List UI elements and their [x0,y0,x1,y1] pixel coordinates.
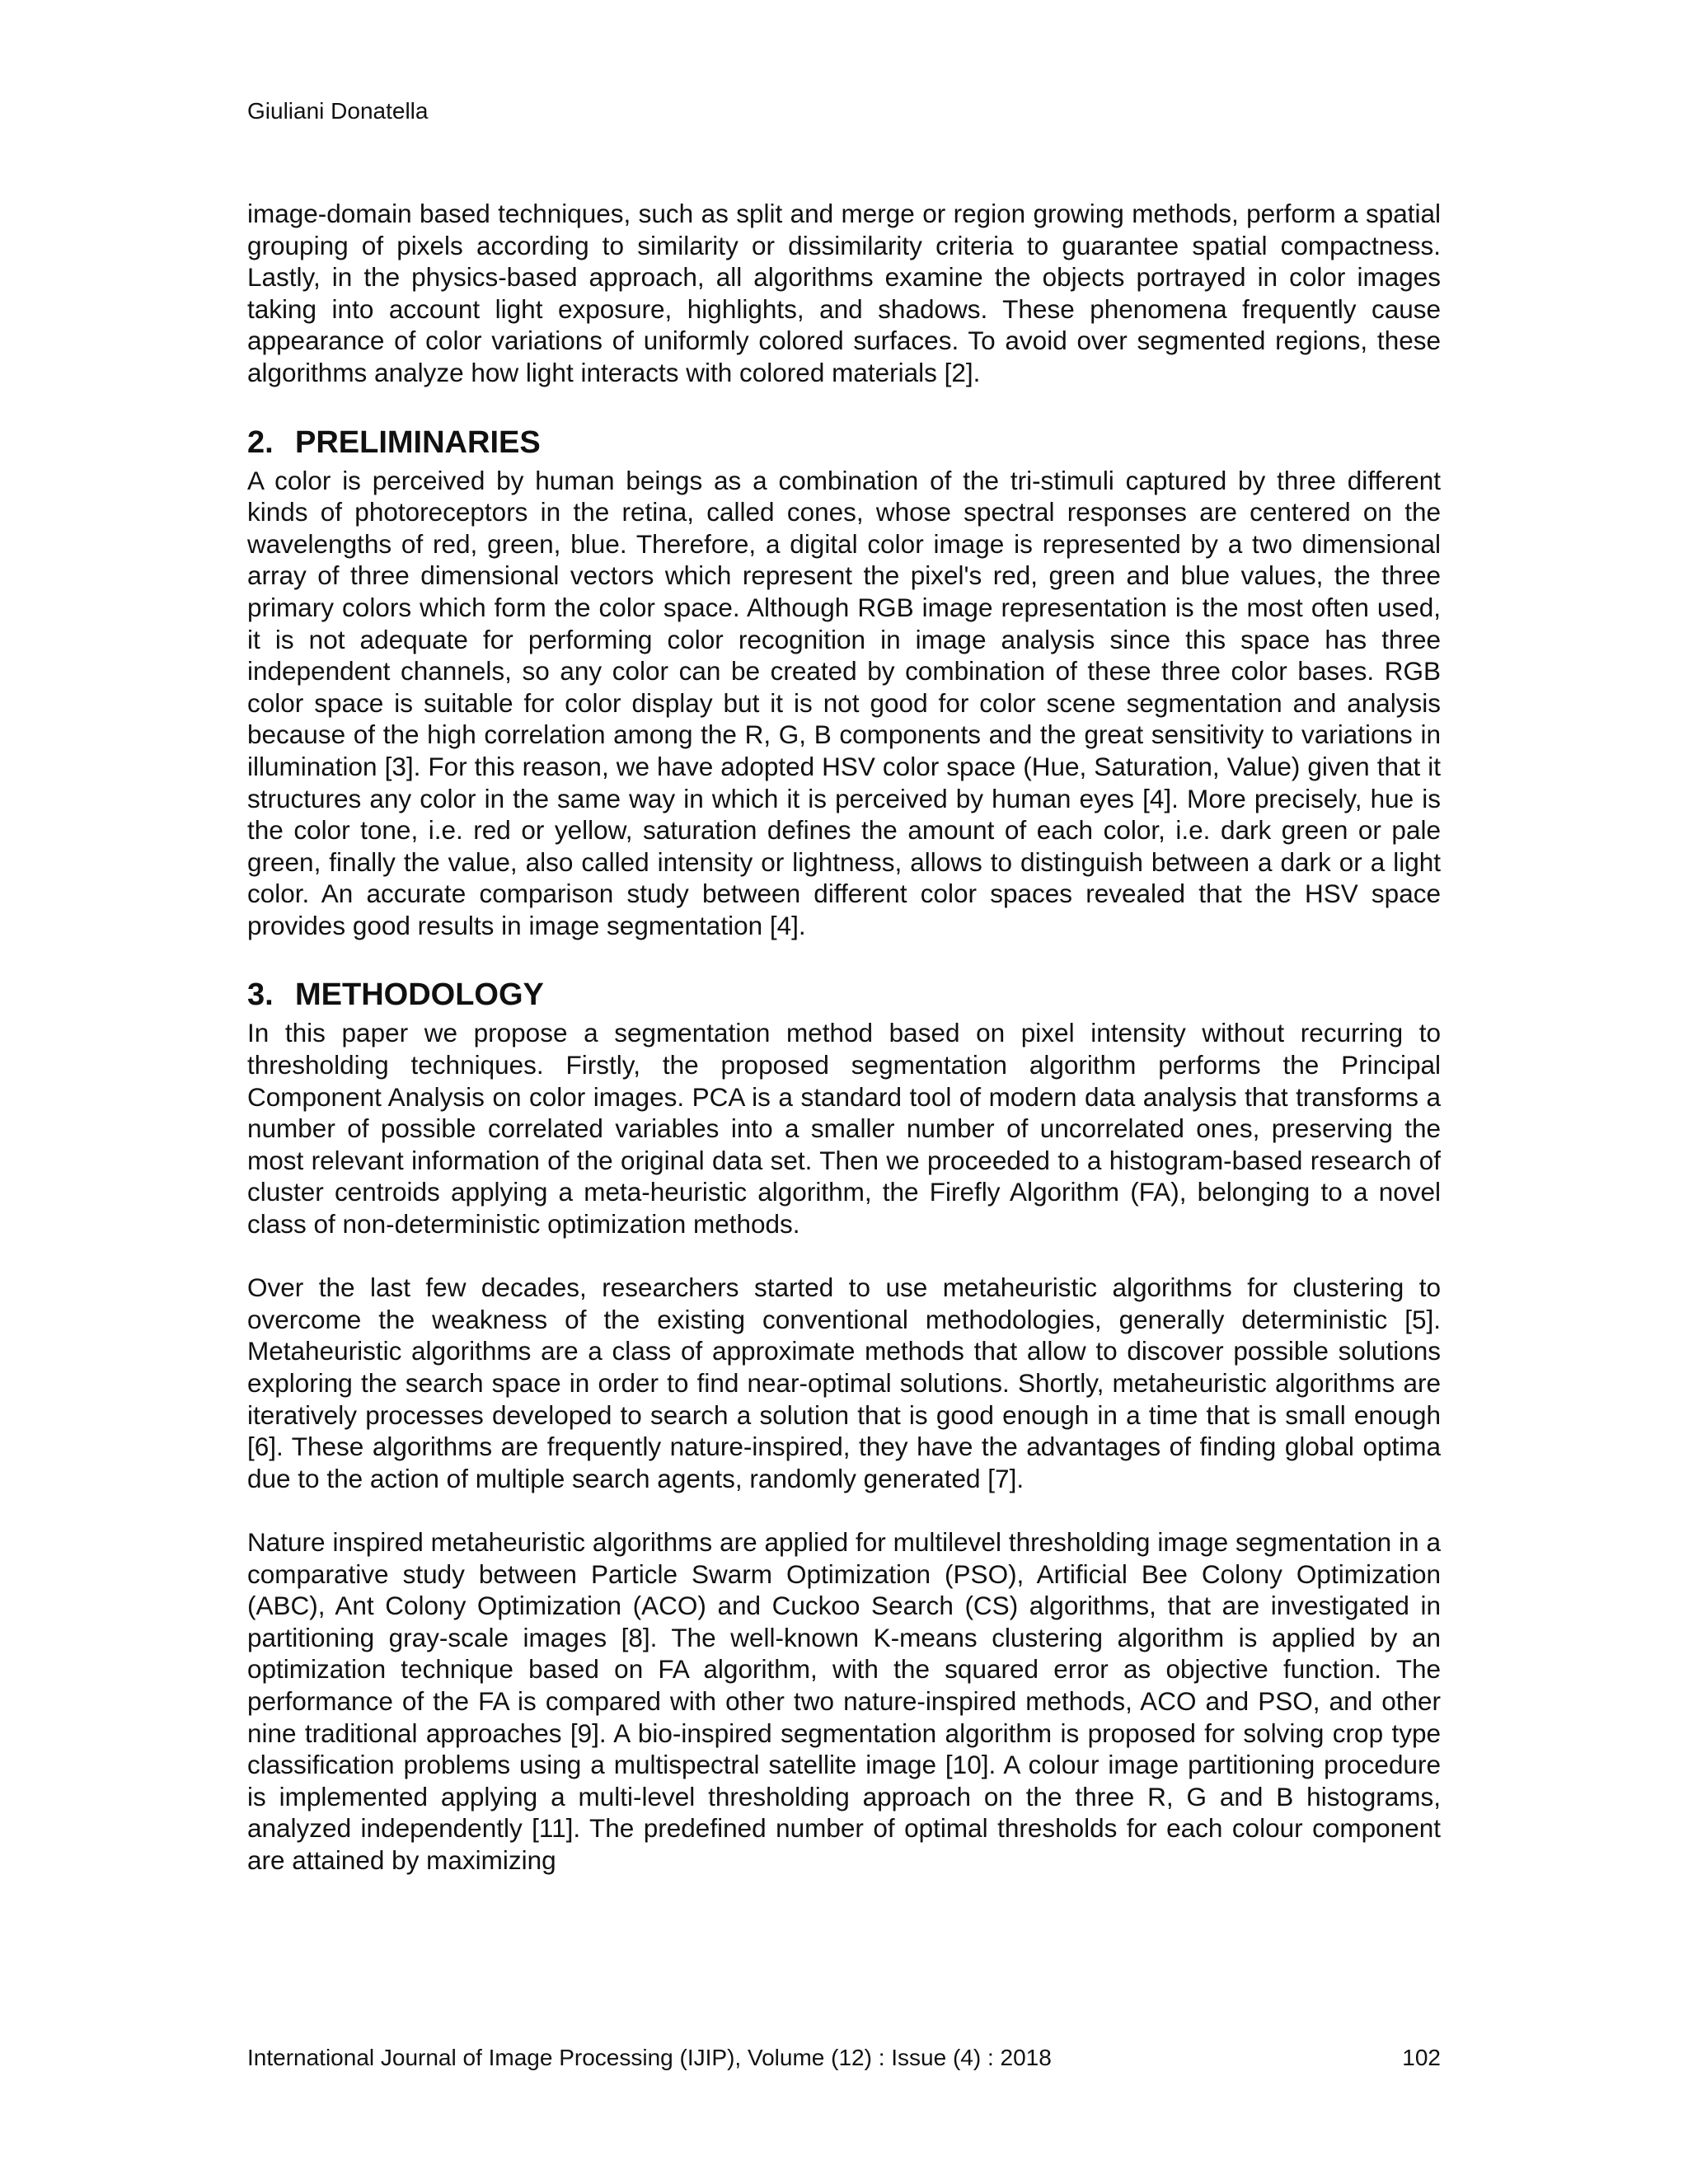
journal-citation: International Journal of Image Processing (IJIP), Volume (12) : Issue (4) : 2018 [247,2045,1052,2070]
intro-paragraph: image-domain based techniques, such as split and merge or region growing methods, perform a spatial grouping of pixels according to similarity or dissimilarity criteria to guarantee spatial compactness. Lastly, in the physics-based approach, all algorithms examine the objects portrayed in color images taking into account light exposure, highlights, and shadows. These phenomena frequently cause appearance of color variations of uniformly colored surfaces. To avoid over segmented regions, these algorithms analyze how light interacts with colored materials [2]. [247,199,1441,387]
section-heading-methodology [247,976,1441,1014]
methodology-paragraph-1: In this paper we propose a segmentation method based on pixel intensity without recurring to thresholding techniques. Firstly, the proposed segmentation algorithm performs the Principal Component Analysis on color images. PCA is a standard tool of modern data analysis that transforms a number of possible correlated variables into a smaller number of uncorrelated ones, preserving the most relevant information of the original data set. Then we proceeded to a histogram-based research of cluster centroids applying a meta-heuristic algorithm, the Firefly Algorithm (FA), belonging to a novel class of non-deterministic optimization methods. [247,1018,1441,1240]
methodology-paragraph-3: Nature inspired metaheuristic algorithms are applied for multilevel thresholding image segmentation in a comparative study between Particle Swarm Optimization (PSO), Artificial Bee Colony Optimization (ABC), Ant Colony Optimization (ACO) and Cuckoo Search (CS) algorithms, that are investigated in partitioning gray-scale images [8]. The well-known K-means clustering algorithm is applied by an optimization technique based on FA algorithm, with the squared error as objective function. The performance of the FA is compared with other two nature-inspired methods, ACO and PSO, and other nine traditional approaches [9]. A bio-inspired segmentation algorithm is proposed for solving crop type classification problems using a multispectral satellite image [10]. A colour image partitioning procedure is implemented applying a multi-level thresholding approach on the three R, G and B histograms, analyzed independently [11]. The predefined number of optimal thresholds for each colour component are attained by maximizing [247,1526,1441,1875]
section-number: 2. [247,424,274,460]
running-header-author: Giuliani Donatella [247,98,429,124]
section-number: 3. [247,977,274,1013]
section-heading-preliminaries [247,424,1441,462]
methodology-paragraph-2: Over the last few decades, researchers started to use metaheuristic algorithms for clustering to overcome the weakness of the existing conventional methodologies, generally deterministic [5]. Metaheuristic algorithms are a class of approximate methods that allow to discover possible solutions exploring the search space in order to find near-optimal solutions. Shortly, metaheuristic algorithms are iteratively processes developed to search a solution that is good enough in a time that is small enough [6]. These algorithms are frequently nature-inspired, they have the advantages of finding global optima due to the action of multiple search agents, randomly generated [7]. [247,1272,1441,1493]
section-title: METHODOLOGY [295,977,544,1013]
section-title: PRELIMINARIES [295,424,541,460]
page-number: 102 [1402,2045,1441,2070]
body-content [247,198,1441,1877]
preliminaries-paragraph: A color is perceived by human beings as a combination of the tri-stimuli captured by three different kinds of photoreceptors in the retina, called cones, whose spectral responses are centered on the wavelengths of red, green, blue. Therefore, a digital color image is represented by a two dimensional array of three dimensional vectors which represent the pixel's red, green and blue values, the three primary colors which form the color space. Although RGB image representation is the most often used, it is not adequate for performing color recognition in image analysis since this space has three independent channels, so any color can be created by combination of these three color bases. RGB color space is suitable for color display but it is not good for color scene segmentation and analysis because of the high correlation among the R, G, B components and the great sensitivity to variations in illumination [3]. For this reason, we have adopted HSV color space (Hue, Saturation, Value) given that it structures any color in the same way in which it is perceived by human eyes [4]. More precisely, hue is the color tone, i.e. red or yellow, saturation defines the amount of each color, i.e. dark green or pale green, finally the value, also called intensity or lightness, allows to distinguish between a dark or a light color. An accurate comparison study between different color spaces revealed that the HSV space provides good results in image segmentation [4]. [247,465,1441,940]
page-footer [247,2044,1441,2072]
